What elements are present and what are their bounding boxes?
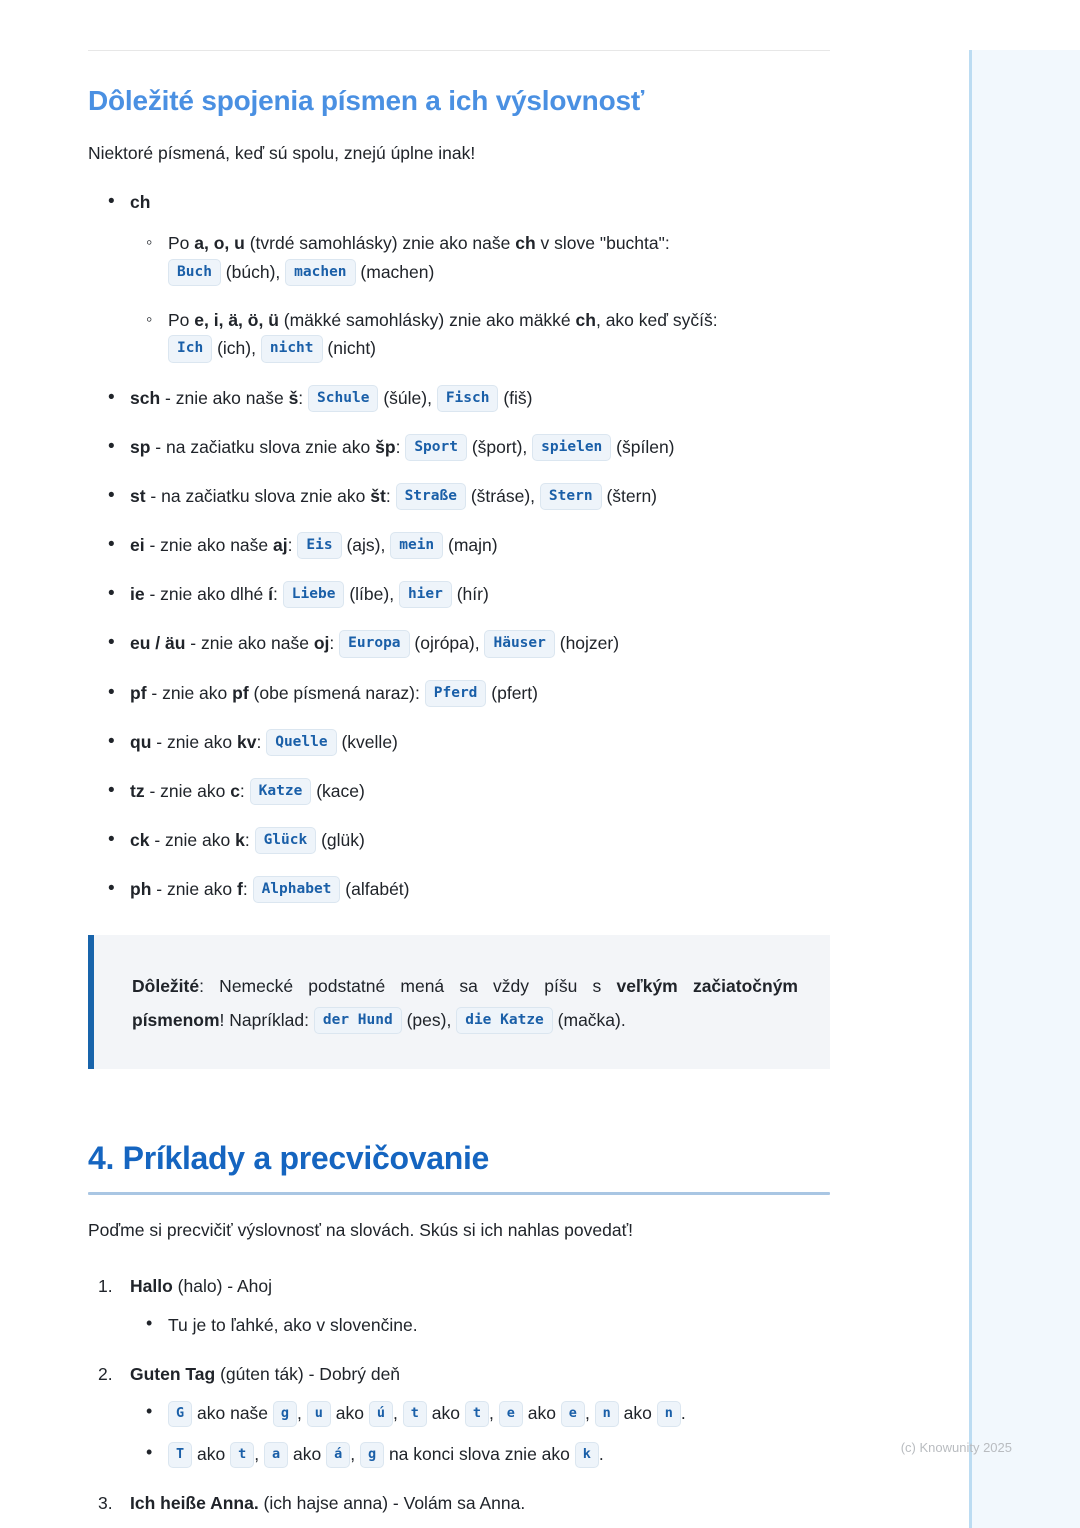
rule-desc-pre: - znie ako xyxy=(151,731,237,752)
callout-label: Dôležité xyxy=(132,976,200,997)
callout-text-2: ! Napríklad: xyxy=(219,1010,314,1031)
top-divider xyxy=(88,50,830,51)
rule-desc-pre: - znie ako xyxy=(146,682,233,703)
sub-bold-vowels: e, i, ä, ö, ü xyxy=(194,310,279,331)
example-gloss: (pes), xyxy=(406,1010,452,1031)
sub-mid-text: (mäkké samohlásky) znie ako mäkké xyxy=(278,310,576,331)
rule-item-sp xyxy=(88,434,912,461)
callout-text xyxy=(132,969,798,1037)
letter-text: , xyxy=(350,1443,360,1464)
example-gloss: (kvelle) xyxy=(341,731,398,752)
rule-item-sch xyxy=(88,385,912,412)
sub-bold-vowels: a, o, u xyxy=(194,233,245,254)
section-4-lead: Poďme si precvičiť výslovnosť na slovách. Skús si ich nahlas povedať! xyxy=(88,1220,633,1241)
rule-ch-sublist xyxy=(130,229,912,362)
rule-desc-pre: - na začiatku slova znie ako xyxy=(150,436,376,457)
rule-desc-post: : xyxy=(242,879,248,899)
example-chip[interactable]: Straße xyxy=(396,483,466,510)
example-gloss: (alfabét) xyxy=(345,879,410,899)
example-translation: (gúten ták) - Dobrý deň xyxy=(215,1364,401,1385)
example-word: Hallo xyxy=(130,1275,173,1296)
examples-list xyxy=(88,1273,912,1517)
letter-chip[interactable]: g xyxy=(360,1442,384,1468)
sub-post-text: , ako keď syčíš: xyxy=(595,310,718,331)
letter-text: . xyxy=(680,1403,686,1424)
example-chip[interactable]: Europa xyxy=(339,630,409,657)
letter-chip[interactable]: G xyxy=(168,1401,192,1427)
letter-text: ako xyxy=(330,1403,369,1424)
example-gloss: (kace) xyxy=(316,780,365,801)
rule-item-st xyxy=(88,483,912,510)
rule-item-tz xyxy=(88,778,912,805)
example-chip[interactable]: nicht xyxy=(261,335,323,362)
rule-desc-pre: - znie ako xyxy=(144,780,231,801)
letter-text: , xyxy=(297,1403,307,1424)
rule-desc-bold: šp xyxy=(375,436,396,457)
example-gloss: (majn) xyxy=(448,535,498,556)
rule-desc-pre: - znie ako xyxy=(151,879,237,899)
example-gloss: (glük) xyxy=(321,829,365,850)
letter-breakdown-row xyxy=(130,1440,912,1468)
example-gloss: (šport) xyxy=(471,436,523,457)
rule-desc-pre: - znie ako naše xyxy=(160,387,289,408)
rule-desc-post: : xyxy=(256,731,262,752)
sub-mid-text: (tvrdé samohlásky) znie ako naše xyxy=(244,233,516,254)
letter-chip[interactable]: t xyxy=(403,1401,427,1427)
sub-post-text: v slove "buchta": xyxy=(535,233,670,254)
letter-text: ako xyxy=(192,1443,231,1464)
letter-breakdown-row xyxy=(130,1399,912,1427)
watermark: (c) Knowunity 2025 xyxy=(900,1440,1012,1455)
rule-desc-post: : xyxy=(298,387,304,408)
letter-chip[interactable]: u xyxy=(307,1401,331,1427)
example-chip[interactable]: Eis xyxy=(297,532,341,559)
rule-desc-pre: - znie ako naše xyxy=(144,535,274,556)
pronunciation-rules-list xyxy=(88,189,912,903)
example-chip[interactable]: Alphabet xyxy=(253,876,341,903)
example-gloss: (ajs) xyxy=(346,535,381,556)
letter-chip[interactable]: a xyxy=(264,1442,288,1468)
example-gloss: (pfert) xyxy=(491,682,538,703)
example-sep: , xyxy=(427,387,432,408)
letter-text: ako naše xyxy=(192,1403,273,1424)
letter-text: ako xyxy=(288,1443,327,1464)
letter-chip[interactable]: g xyxy=(273,1401,297,1427)
section-4-rule xyxy=(88,1192,830,1195)
example-notes-list xyxy=(130,1311,912,1339)
section-4-title: 4. Príklady a precvičovanie xyxy=(88,1140,490,1177)
example-translation: (ich hajse anna) - Volám sa Anna. xyxy=(258,1493,526,1514)
rule-desc-pre: - znie ako dlhé xyxy=(144,584,269,605)
rule-item-ck xyxy=(88,827,912,854)
example-gloss: (špílen) xyxy=(616,436,675,457)
section-spacer xyxy=(88,1069,912,1139)
example-chip[interactable]: spielen xyxy=(532,434,611,461)
letter-chip[interactable]: e xyxy=(561,1401,585,1427)
rule-desc-pre: - znie ako naše xyxy=(185,633,314,654)
example-sep: , xyxy=(522,436,528,457)
example-gloss: (búch) xyxy=(225,261,276,282)
example-chip[interactable]: der Hund xyxy=(314,1007,402,1034)
letter-text: , xyxy=(393,1403,403,1424)
example-chip[interactable]: Schule xyxy=(308,385,378,412)
rule-term: eu / äu xyxy=(130,633,186,654)
section-lead-text: Niektoré písmená, keď sú spolu, znejú úplne inak! xyxy=(88,143,476,163)
sub-bold-digraph: ch xyxy=(515,233,536,254)
example-gloss: (fiš) xyxy=(503,387,533,408)
sub-pre-text: Po xyxy=(168,233,195,254)
example-gloss: (líbe) xyxy=(349,584,390,605)
letter-text: , xyxy=(584,1403,595,1424)
letter-text: ako xyxy=(618,1403,657,1424)
letter-chip[interactable]: e xyxy=(499,1401,523,1427)
example-sep: , xyxy=(389,584,395,605)
sub-pre-text: Po xyxy=(168,310,195,331)
example-chip[interactable]: Katze xyxy=(250,778,312,805)
rule-desc-bold: f xyxy=(237,879,243,899)
letter-chip[interactable]: n xyxy=(657,1401,681,1427)
rule-term: st xyxy=(130,486,146,506)
example-item-hallo xyxy=(88,1273,912,1340)
letter-chip[interactable]: á xyxy=(326,1442,350,1468)
letter-breakdown-list xyxy=(130,1399,912,1468)
sub-bold-digraph: ch xyxy=(575,310,596,331)
example-word: Guten Tag xyxy=(130,1364,216,1385)
example-gloss: (machen) xyxy=(360,261,435,282)
letter-text: , xyxy=(254,1443,264,1464)
example-chip[interactable]: Quelle xyxy=(266,729,336,756)
example-sep: , xyxy=(380,535,386,556)
rule-item-qu xyxy=(88,729,912,756)
page-title: Dôležité spojenia písmen a ich výslovnosť xyxy=(88,85,645,116)
example-gloss: (nicht) xyxy=(327,338,377,359)
rule-term: qu xyxy=(130,731,152,752)
example-gloss: (ich) xyxy=(217,338,252,359)
rule-desc-post: (obe písmená naraz): xyxy=(248,682,420,703)
rule-ch-subitem-hard xyxy=(130,229,912,286)
rule-term: sch xyxy=(130,387,161,408)
letter-text: , xyxy=(488,1403,499,1424)
rule-desc-bold: í xyxy=(268,584,274,605)
example-gloss: (štráse) xyxy=(470,486,531,506)
example-chip[interactable]: Stern xyxy=(540,483,602,510)
example-note: • Tu je to ľahké, ako v slovenčine. xyxy=(130,1311,912,1339)
example-sep: , xyxy=(474,633,480,654)
important-callout xyxy=(88,935,830,1069)
example-chip[interactable]: Pferd xyxy=(425,680,487,707)
rule-desc-bold: št xyxy=(370,486,386,506)
letter-chip[interactable]: n xyxy=(595,1401,619,1427)
example-chip[interactable]: mein xyxy=(390,532,443,559)
rule-term: ck xyxy=(130,829,150,850)
rule-desc-bold: pf xyxy=(232,682,249,703)
example-sep: , xyxy=(275,261,281,282)
example-gloss: (mačka). xyxy=(557,1010,626,1031)
rule-desc-bold: k xyxy=(235,829,245,850)
example-gloss: (ojrópa) xyxy=(414,633,475,654)
rule-term: pf xyxy=(130,682,147,703)
rule-desc-post: : xyxy=(244,829,250,850)
example-chip[interactable]: die Katze xyxy=(456,1007,553,1034)
letter-text: . xyxy=(598,1443,604,1464)
example-chip[interactable]: Häuser xyxy=(484,630,554,657)
right-side-panel xyxy=(969,50,1080,1528)
rule-item-eu-aeu xyxy=(88,630,912,657)
example-gloss: (hojzer) xyxy=(559,633,620,654)
letter-chip[interactable]: t xyxy=(465,1401,489,1427)
letter-chip[interactable]: T xyxy=(168,1442,192,1468)
rule-desc-post: : xyxy=(385,486,391,506)
rule-item-ph xyxy=(88,876,912,903)
example-gloss: (štern) xyxy=(606,486,657,506)
rule-item-ei xyxy=(88,532,912,559)
rule-desc-post: : xyxy=(287,535,293,556)
example-gloss: (šúle) xyxy=(383,387,428,408)
rule-desc-bold: oj xyxy=(313,633,330,654)
example-sep: , xyxy=(530,486,536,506)
rule-desc-post: : xyxy=(239,780,245,801)
example-gloss: (hír) xyxy=(456,584,489,605)
example-sep: , xyxy=(251,338,256,359)
rule-desc-bold: kv xyxy=(237,731,257,752)
callout-bold: veľkým začiatočným písmenom xyxy=(132,976,798,1031)
example-chip[interactable]: Sport xyxy=(405,434,467,461)
rule-desc-bold: aj xyxy=(273,535,288,556)
example-chip[interactable]: Liebe xyxy=(283,581,345,608)
example-word: Ich heiße Anna. xyxy=(130,1493,259,1514)
rule-desc-post: : xyxy=(329,633,335,654)
example-translation: (halo) - Ahoj xyxy=(172,1275,273,1296)
rule-desc-pre: - na začiatku slova znie ako xyxy=(145,486,371,506)
letter-text: ako xyxy=(522,1403,561,1424)
letter-chip[interactable]: t xyxy=(230,1442,254,1468)
rule-item-ie xyxy=(88,581,912,608)
letter-chip[interactable]: k xyxy=(575,1442,599,1468)
rule-term: ei xyxy=(130,535,145,556)
example-item-guten-tag xyxy=(88,1361,912,1468)
example-chip[interactable]: Ich xyxy=(168,335,212,362)
rule-desc-post: : xyxy=(273,584,278,605)
rule-term: sp xyxy=(130,436,151,457)
rule-term: ie xyxy=(130,584,145,605)
example-chip[interactable]: machen xyxy=(285,259,355,286)
callout-text-1: : Nemecké podstatné mená sa vždy píšu s xyxy=(199,976,617,997)
rule-desc-pre: - znie ako xyxy=(149,829,236,850)
rule-term: ph xyxy=(130,879,152,899)
example-chip[interactable]: Glück xyxy=(255,827,317,854)
example-chip[interactable]: Buch xyxy=(168,259,221,286)
example-chip[interactable]: Fisch xyxy=(437,385,499,412)
rule-item-ch xyxy=(88,189,912,363)
rule-term: ch xyxy=(130,192,151,213)
rule-desc-post: : xyxy=(395,436,401,457)
example-item-ich-heisse-anna xyxy=(88,1490,912,1516)
rule-desc-bold: š xyxy=(288,387,299,408)
rule-term: tz xyxy=(130,780,145,801)
letter-text: na konci slova znie ako xyxy=(384,1443,575,1464)
letter-text: ako xyxy=(426,1403,465,1424)
rule-desc-bold: c xyxy=(230,780,240,801)
letter-chip[interactable]: ú xyxy=(369,1401,393,1427)
rule-item-pf xyxy=(88,680,912,707)
rule-ch-subitem-soft xyxy=(130,306,912,363)
example-chip[interactable]: hier xyxy=(399,581,452,608)
